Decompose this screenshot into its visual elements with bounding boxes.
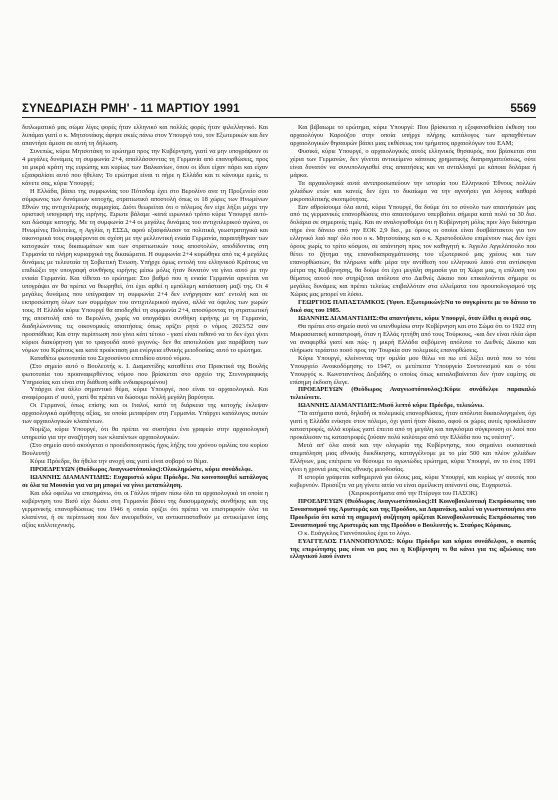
paragraph: Φυσικά, κύριε Υπουργέ, ο αρχαιολογικός αυτός ελληνικός θησαυρός, που βρίσκεται στα χέρια των Γερμανών, δεν γίνεται αντικείμενο κάποιας χρηματικής διαπραγματεύσεως, ούτε είναι δυνατόν να συνυπολογισθεί στις απαιτήσεις και να ανταλλαγεί με κάποια δολάρια ή μάρκα.	[290, 147, 536, 179]
left-text-column	[22, 124, 268, 788]
paragraph: Η ιστορία γράφεται καθημερινά για όλους μας, κύριε Υπουργέ, και κυρίως γι' αυτούς που κυβερνούν. Προσέξτε να μη γίνετε αιτία να είναι αμείλικτη απέναντί σας. Ευχαριστώ.	[290, 473, 536, 489]
speaker-paragraph: ΠΡΟΕΔΡΕΥΩΝ (Θεόδωρος Αναγνωστόπουλος):Ολοκληρώστε, κύριε συνάδελφε.	[30, 465, 253, 473]
paragraph: "Τα αιτήματα αυτά, δηλαδή οι πολεμικές επανορθώσεις, ήταν απόλυτα δικαιολογημένα, όχι γιατί η Ελλάδα ενίκησε στον πόλεμο, όχι γιατί ήταν δίκαιο, αφού οι χώρες αυτές προκάλεσαν καταστροφές, αλλά κυρίως γιατί έπειτα από τη μεγάλη και παγκόσμια σύγκρουση οι λαοί που προκάλεσαν τις καταστροφές ζούσαν πολύ καλύτερα από την Ελλάδα που τις υπέστη".	[290, 410, 536, 442]
paragraph: Και βέβαιωμε το ερώτημα, κύριε Υπουργέ: Που βρίσκεται η εξοφανισθείσα έκθεση του αρχαιολόγου Καρούζου στην οποία υπήρχε πλήρης κατάλογος των αρπαχθέντων αρχαιολογικών θησαυρών βάσει μιας εκθέσεως του τμήματος αρχαιολόγων του ΕΑΜ;	[290, 124, 536, 147]
speaker-paragraph: ΓΕΩΡΓΙΟΣ ΠΑΠΑΣΤΑΜΚΟΣ (Υφυπ. Εξωτερικών):Να το συγκρίνετε με το δάνειο το δικό σας του 1985.	[290, 298, 536, 314]
paragraph: Η Ελλάδα, βάσει της συμφωνίας του Πότσδαμ έχει στο Βερολίνο ανα τη Προξενείο σου σύμφωνος των δυνάμεων κατοχής, στρατιωτικό αποστολή όπως οι 18 χώρες των Ηνωμένων Εθνών της αντιχιτλερικής συμμαχίας. Διότι θεωρείται ότι ο πόλεμος δεν είχε λήξει μέχρι την οριστική υπογραφή της ειρήνης. Ειρωτε βάλαμε -κατά ειρωνικό τρόπο κύριε Υπουργέ αυτό- και δώσαμε κατοχής. Με τη συμφωνία 2+4 οι μεγάλες δυνάμεις του αντιχιτλερικού αγώνα, οι Ηνωμένες Πολιτείες, η Αγγλία, η ΕΣΣΔ, αφού εξασφάλισαν τα πολιτικά, γεωστρατηγικά και οικονομικά τους συμφέροντα σε σχέση με την μελλοντική ενιαία Γερμανία, παραιτήθηκαν των κατοχικών τους δικαιωμάτων και των στρατιωτικών τους αποστολών, αποδίδοντας στη Γερμανία τα πλήρη κυριαρχικά της δικαιώματα. Η συμφωνία 2+4 κυρώθηκε από τις 4 μεγάλες δυνάμεις με τελευταία τη Σοβιετική Ένωση. Υπήρχε όμως εντολή του ελληνικού Κράτους να επιδιώξει την υπογραφή συνθήκης ειρήνης μέσω μόλις ήταν δυνατόν να γίνει αυτό με την ενιαία Γερμανία. Και τίθεται το ερώτημα: Στο βαθμό που η ενιαία Γερμανία αρνείται να υπογράψει αν θα πρέπει να θεωρηθεί, ότι έχει αρθεί η εμπόλεμη κατάσταση μαζί της. Οι 4 μεγάλες δυνάμεις που υπέγραψαν τη συμφωνία 2+4 δεν ενήργησαν κατ' εντολή και σε εκπροσώπηση όλων των συμμάχων του αντιχιτλερικού αγώνα, αλλά να όφελος των χωρών τους. Η Ελλάδα κύριε Υπουργέ θα αποδεχθεί τη συμφωνία 2+4, αποσύροντας τη στρατιωτική της αποστολή από το Βερολίνο, χωρίς να υπογράψει συνθήκη ειρήνης με τη Γερμανία, διαδηλώνοντας τις οικονομικές απαιτήσεις όπως ορίζει ρητά ο νόμος 2023/52 σαν προσπάθεια; Και στην περίπτωση που γίνει κάτι τέτοιο - γιατί είναι πιθανό να το δεν έχει γίνει κύριοι διακύρηνση για το τραγουδά αυτό γεγονός- δεν θα αποτελούσε μια παράβαση των νόμων του Κράτους και κατά προέκταση μια ενέργεια εθνικής μειοδοσίας; αυτό το ερώτημα.	[22, 187, 268, 354]
page-header	[22, 96, 536, 118]
paragraph: Κύριε Υπουργέ, κλείνοντας την ομιλία μου θέλω να πω επί λέξει αυτά που το τότε Υπουργείο Ανοικοδόμησης το 1947, οι μετέπειτα Υπουργείο Συντονισμού και ο τότε Υπουργός κ. Κωνσταντίνος Δοξιάδης ο οποίος όπως καταλαβαίνεται δεν ήταν εαμίτης σε επίσημη έκδοση έλεγε.	[290, 354, 536, 386]
paragraph: Υπάρχει ένα άλλο σημαντικό θέμα, κύριε Υπουργέ, που είναι τα αρχαιολογικά. Και αναφέρομαι σ' αυτό, γιατί θα πρέπει να δώσουμε πολλή μεγάλη βαρύτητα.	[22, 386, 268, 402]
page-number: 5569	[510, 103, 536, 115]
paragraph: (Χειροκροτήματα από την Πτέρυγα του ΠΑΣΟΚ)	[348, 489, 478, 497]
paragraph: Οι Γερμανοί, όπως επίσης και οι Ιταλοί, κατά τη διάρκεια της κατοχής έκλεψαν αρχαιολογικά αμύθητης αξίας, τα οποία μεταφέραν στη Γερμανία. Υπάρχει κατάλογος αυτών των αρχαιολογικών κλαπέντων.	[22, 402, 268, 426]
paragraph: Καταθέτω φωτοτυπία του Σεχσοσύνου επιτιδίου αυτού νόμου.	[30, 354, 192, 362]
paragraph: Νομίζω, κύριε Υπουργέ, ότι θα πρέπει να συστήσει ένα γραφείο στην αρχαιολογική υπηρεσία για την αναζήτηση των κλαπέντων αρχαιολογικών.	[22, 426, 268, 442]
speaker-paragraph: ΙΩΑΝΝΗΣ ΔΙΑΜΑΝΤΙΔΗΣ:Θα απαντήσετε, κύριε Υπουργέ, όταν έλθει η σειρά σας.	[298, 314, 532, 322]
paragraph: Κύριε Πρόεδρε, θα ήθελα την ανοχή σας γιατί είναι σοβαρό το θέμα.	[30, 458, 209, 466]
paragraph: Εαν αθροίσουμε όλα αυτά, κύριε Υπουργέ, θα δούμε ότι το σύνολο των απαιτήσεών μας από τις γερμανικές επανορθώσεις στο απαιτούμενο υπερβαίνει σήμερα κατά πολύ τα 30 δισ. δολάρια σε σημερινές τιμές. Και αν αναλογισθούμε ότι η Κυβέρνηση μόλις πριν λίγο διάστημα πήρε ένα δάνειο από την ΕΟΚ 2,9 δισ., με όρους οι οποίοι είναι δυσβάστακτοι για τον ελληνικό λαό παρ' όλο που ο κ. Μητσοτάκης και ο κ. Χριστοδούλου επιμένουν πως δεν έχει όρους χωρίς το τρίτο κόσμου, σε απάντηση προς τον καθηγητή κ. Άγγελο Αγγελόπουλο που θέτει το ζήτημα της επαναδιαπραγμάτευσης του εξωτερικού μας χρέους και των επανορθώσεων, θα πλήρωνε κάθε μέρα την αντίθεση του ελληνικού λαού στα αντίσκηνα μέτρα της Κυβέρνησης, θα δούμε ότι έχει μεγάλη σημασία για τη Χώρα μας, η επίλυση του θέματος αυτού που στηρίζεται απόλυτα στο Διεθνές Δίκαιο που επικαλούνται σήμερα οι μεγάλες δυνάμεις και πρέπει τελείως επιβαλλόταν στα ελλείματα του προυπολογισμού της Χώρας μας μπορεί να λύσει.	[290, 203, 536, 299]
paragraph: διπλωματικό μας σώμα λίγες φορές ήταν ελληνικό και πολλές φορές ήταν φιλελληνικό. Και λυπάμαι γιατί ο κ. Μητσοτάκης άφησε σκιές πάνω στον Υπουργό του, τον Εξωτερικών και δεν απαντήσε άμεσα σε αυτή τη δήλωση.	[22, 124, 268, 147]
speaker-paragraph: ΠΡΟΕΔΡΕΥΩΝ (Θεόδωρος Αναγνωστόπουλος):Η Κοινοβουλευτική Εκπρόσωπος του Συνασπισμού της Αριστεράς και της Προόδου, κα Δαμανάκη, καλεί να γνωστοποιήσει στο Προεδρείο ότι κατά τη σημερινή συζήτηση ορίζεται Κοινοβουλευτικός Εκπρόσωπος του Συνασπισμού της Αριστεράς και της Προόδου ο Βουλευτής κ. Σταύρος Κόρακας.	[290, 497, 536, 529]
paragraph: (Στο σημείο αυτό ο Βουλευτής κ. Ι. Διαμαντίδης καταθέτει στα Πρακτικά της Βουλής φωτοτυπία του προαναφερθέντος νόμου που βρίσκεται στο αρχείο της Στενογραφικής Υπηρεσίας και είναι στη διάθεση κάθε ενδιαφερομένου)	[22, 362, 268, 386]
paragraph: Θα πρέπει στο σημείο αυτό να υπενθυμίσω στην Κυβέρνηση και στο Σώμα ότι το 1922 στη Μικρασιατική καταστροφή, όταν η Ελλάς ηττήθη από τους Τούρκους, -και δεν είναι πλέα ώρα να αναφερθώ γιατί και πώς- η μικρή Ελλάδα σεβόμενη απόλυτα το Διεθνές Δίκαιο και πλήρωσε τεράστιο ποσό προς την Τουρκία σαν πολεμικές επανορθώσεις.	[290, 322, 536, 354]
session-title: ΣΥΝΕΔΡΙΑΣΗ ΡΜΗ' - 11 ΜΑΡΤΙΟΥ 1991	[22, 103, 240, 115]
paragraph: (Στο σημείο αυτό ακούγεται ο προειδοποιητικός ήχος λήξης του χρόνου ομιλίας του κυρίου Βουλευτή)	[22, 442, 268, 458]
speaker-paragraph: ΙΩΑΝΝΗΣ ΔΙΑΜΑΝΤΙΔΗΣ: Ευχαριστώ κύριε Πρόεδρε. Να κοινοποιηθεί κατάλογος σε όλα τα Μουσεία για να μη μπορεί να γίνει μεταπώληση.	[22, 473, 268, 489]
right-text-column	[290, 124, 536, 788]
paragraph: Ο κ. Ευάγγελος Γιαννόπουλος έχει το λόγο.	[298, 529, 411, 537]
speaker-paragraph: ΙΩΑΝΝΗΣ ΔΙΑΜΑΝΤΙΔΗΣ:Μισό λεπτό κύριε Πρόεδρε, τελειώνω.	[298, 402, 484, 410]
paragraph: Συνεπώς, κύριε Μητσοτάκη το ερώτημα προς την Κυβέρνηση, γιατί να μην υπογράψουν οι 4 μεγάλες δυνάμεις τη συμφωνία 2+4, απαλλάσσοντας τη Γερμανία από επανορθώσεις, προς τα μικρά κράτη της ευρώπης και κυρίως των Βαλκανίων, όπου οι ίδιοι είχαν πάρει και είχαν εξασφαλίσει αυτό που ήθελαν; Το ερώτημα είναι τι πήρε η Ελλάδα και τι κάνουμε εμείς, τι κάνετε σας, κύριε Υπουργέ;	[22, 147, 268, 187]
paragraph: Μετά απ' όλα αυτά και την ολιγωρία της Κυβέρνησης, που σημαίνει ουσιαστικά απεμπόληση μιας εθνικής διεκδίκησης, καταγγέλνομε με το μία 500 και πλέον χιλιάδων Ελλήνων, μας επέτρεπε να θέσουμε το αγωνιώδες ερώτημα, κύριε Υπουργέ, αν το έτος 1991 γίνει η χρονιά μιας νέας εθνικής μειοδοσίας.	[290, 442, 536, 473]
speaker-paragraph: ΕΥΑΓΓΕΛΟΣ ΓΙΑΝΝΟΠΟΥΛΟΣ: Κύριε Πρόεδρε και κύριοι συνάδελφοι, ο σκοπός της επερώτησης μας είναι να μας πει η Κυβέρνηση τι θα κάνει για τις αξιώσεις του ελληνικού λαού έναντι	[290, 537, 536, 561]
header-rule	[22, 117, 536, 118]
paragraph: Και εδώ οφείλω να επισημάνω, ότι οι Γάλλοι πήραν πίσω όλα τα αρχαιολογικά τα οποία η κυβέρνηση του Βισύ είχε δώσει στη Γερμανία βάσει της διασυμμαχικής συνθήκης και της γερμανικής επανορθώσεως του 1946 η οποία ορίζει ότι πρέπει να επιστραφούν όλα τα κλαπέντα, ή σε περίπτωση που δεν ανευρεθούν, να αντικατασταθούν με αντικείμενα ίσης αξίας καλλιτεχνικής.	[22, 489, 268, 529]
paragraph: Τα αρχαιολογικά αυτά αντιπροσωπεύουν την ιστορία του Ελληνικού Έθνους πολλών χιλιάδων ετών και κανείς δεν έχει το δικαίωμα να την αγνοήσει για λόγους καθαρά μικροπολιτικής σκοπιμότητας.	[290, 179, 536, 203]
speaker-paragraph: ΠΡΟΕΔΡΕΥΩΝ (Θεόδωρος Αναγνωστόπουλος):Κύριε συνάδελφε παρακαλώ τελειώνετε.	[290, 386, 536, 402]
